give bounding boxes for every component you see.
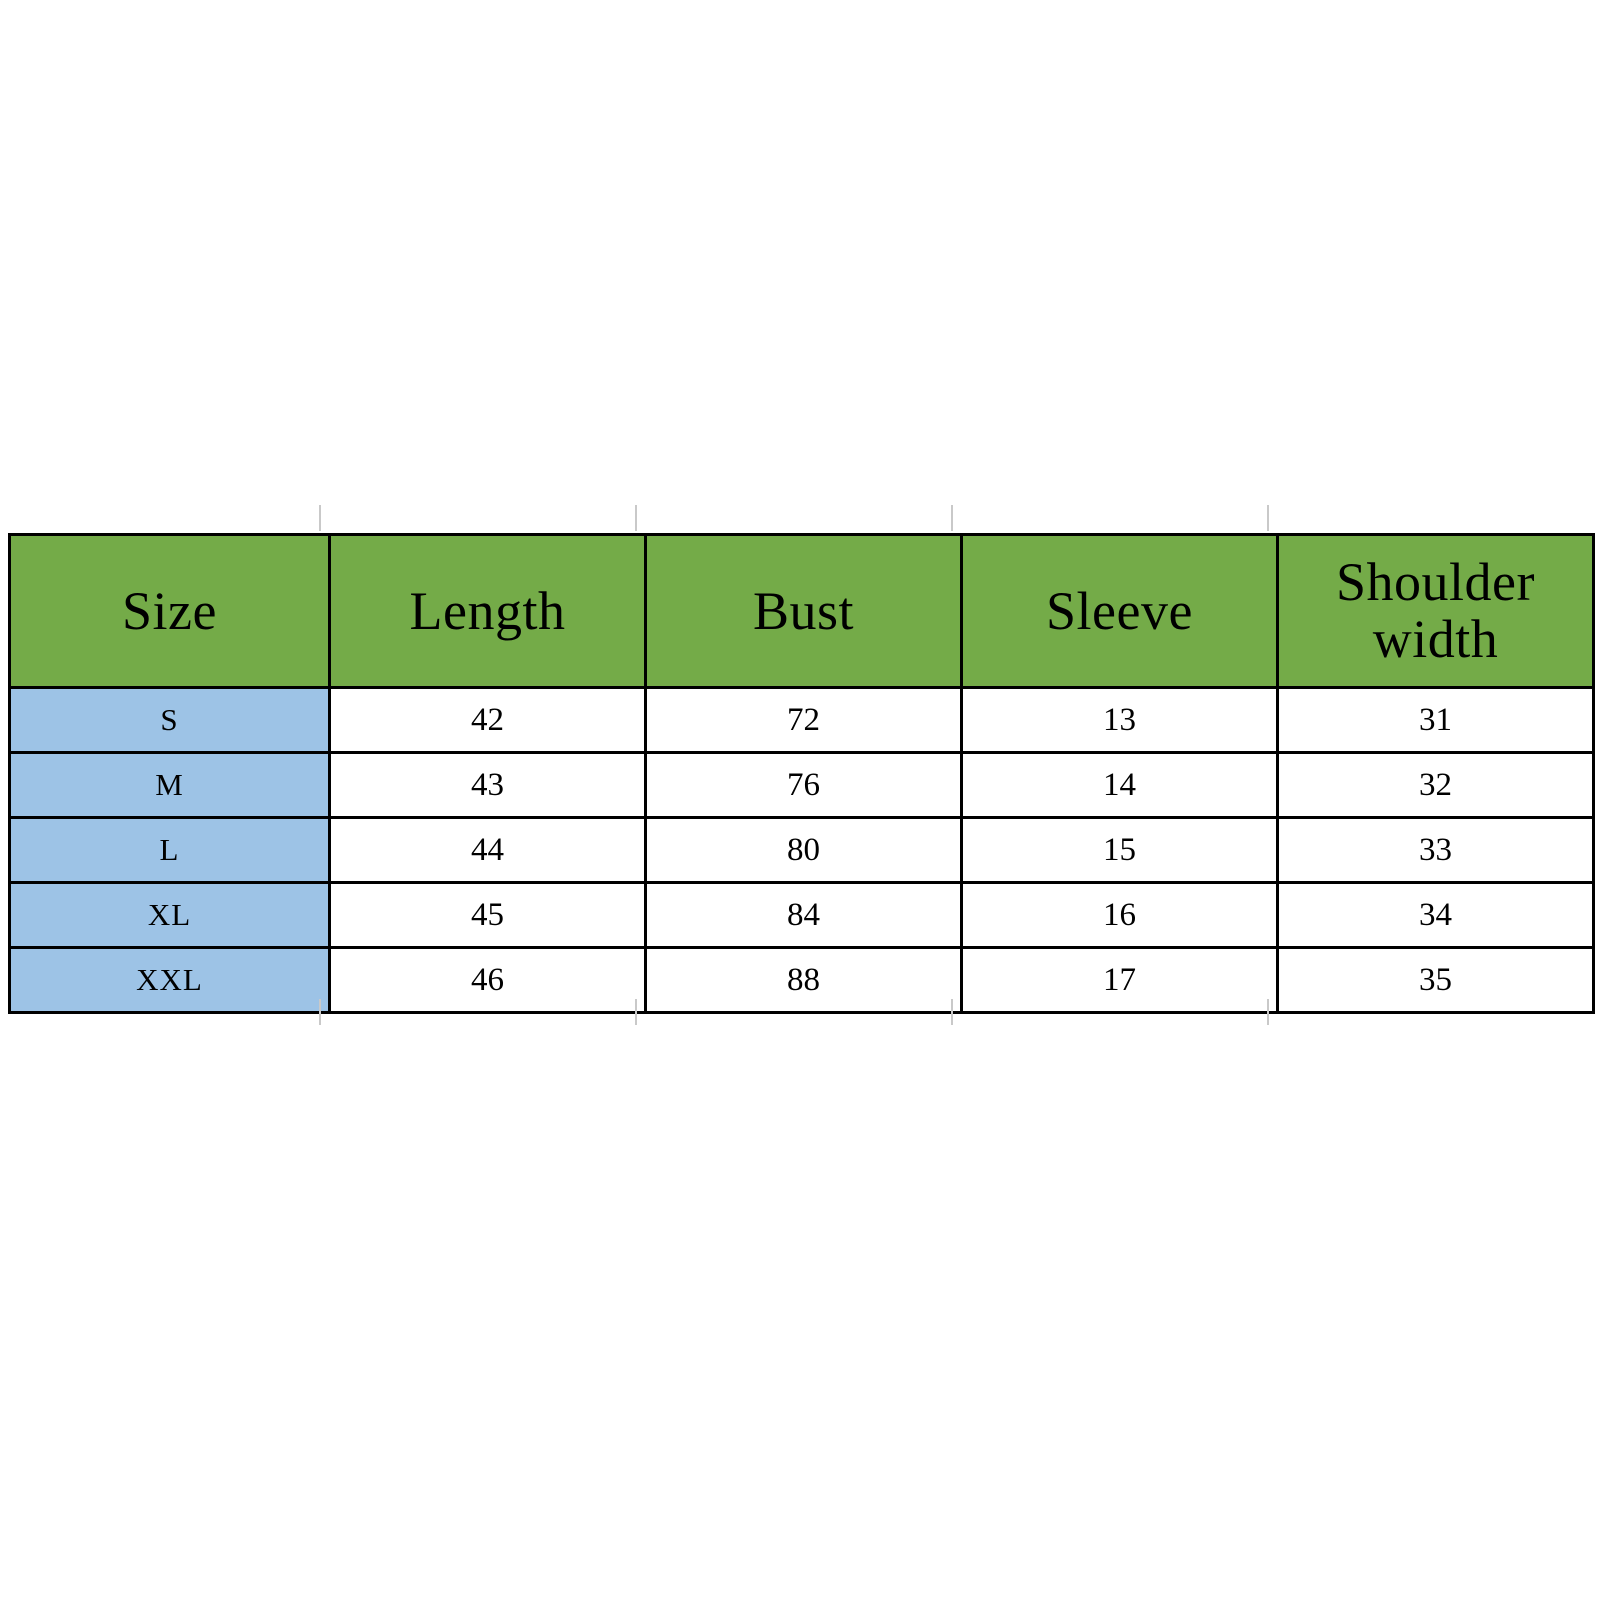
cell-size: XL: [10, 883, 330, 948]
tick-mark: [319, 999, 321, 1025]
column-header-size: Size: [10, 535, 330, 688]
table-row: [10, 688, 1594, 753]
column-header-sleeve: Sleeve: [962, 535, 1278, 688]
cell-shoulder-width: 31: [1278, 688, 1594, 753]
cell-length: 42: [330, 688, 646, 753]
cell-length: 46: [330, 948, 646, 1013]
cell-shoulder-width: 33: [1278, 818, 1594, 883]
tick-mark: [1267, 505, 1269, 531]
column-header-length: Length: [330, 535, 646, 688]
cell-size: M: [10, 753, 330, 818]
tick-mark: [635, 999, 637, 1025]
size-chart-table: [8, 533, 1595, 1014]
table-row: [10, 883, 1594, 948]
cell-sleeve: 16: [962, 883, 1278, 948]
table-header-row: [10, 535, 1594, 688]
cell-sleeve: 14: [962, 753, 1278, 818]
cell-size: L: [10, 818, 330, 883]
table-row: [10, 818, 1594, 883]
cell-sleeve: 15: [962, 818, 1278, 883]
tick-mark: [635, 505, 637, 531]
cell-bust: 88: [646, 948, 962, 1013]
table-row: [10, 753, 1594, 818]
column-header-bust: Bust: [646, 535, 962, 688]
cell-bust: 72: [646, 688, 962, 753]
cell-sleeve: 13: [962, 688, 1278, 753]
cell-bust: 84: [646, 883, 962, 948]
cell-bust: 76: [646, 753, 962, 818]
size-chart-container: [8, 533, 1592, 1014]
cell-length: 43: [330, 753, 646, 818]
tick-mark: [1267, 999, 1269, 1025]
cell-sleeve: 17: [962, 948, 1278, 1013]
cell-shoulder-width: 34: [1278, 883, 1594, 948]
tick-mark: [951, 999, 953, 1025]
tick-mark: [951, 505, 953, 531]
cell-size: XXL: [10, 948, 330, 1013]
tick-mark: [319, 505, 321, 531]
cell-length: 44: [330, 818, 646, 883]
cell-size: S: [10, 688, 330, 753]
cell-shoulder-width: 32: [1278, 753, 1594, 818]
cell-bust: 80: [646, 818, 962, 883]
column-header-shoulder-width: Shoulder width: [1278, 535, 1594, 688]
cell-length: 45: [330, 883, 646, 948]
cell-shoulder-width: 35: [1278, 948, 1594, 1013]
table-row: [10, 948, 1594, 1013]
